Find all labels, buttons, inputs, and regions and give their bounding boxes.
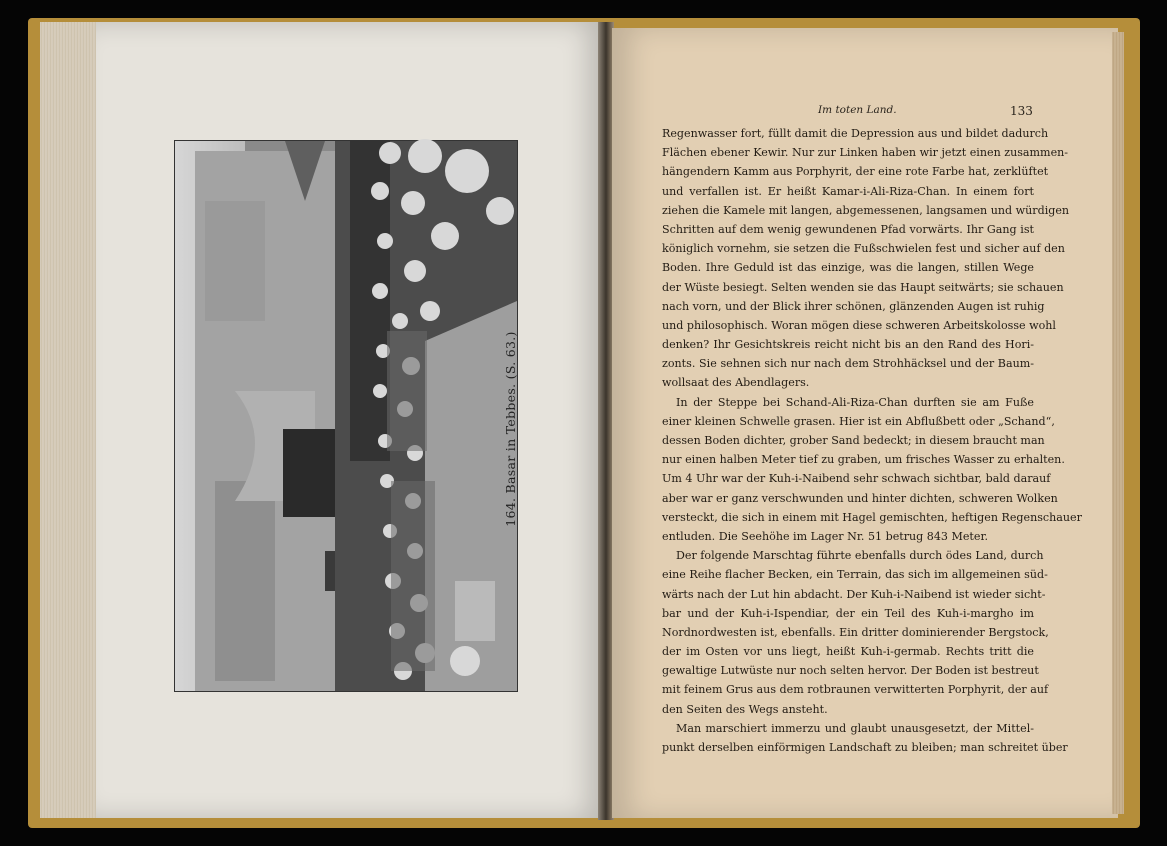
text-line: nach vorn, und der Blick ihrer schönen, glänzenden Augen ist ruhig — [662, 299, 1045, 313]
text-line: wärts nach der Lut hin abdacht. Der Kuh-i-Naibend ist wieder sicht- — [662, 587, 1046, 601]
text-line: eine Reihe flacher Becken, ein Terrain, das sich im allgemeinen süd- — [662, 568, 1048, 582]
text-line: bar und der Kuh-i-Ispendiar, der ein Teil des Kuh-i-margho im — [662, 606, 1034, 620]
text-line: ziehen die Kamele mit langen, abgemessenen, langsamen und würdigen — [662, 203, 1070, 217]
text-line: der Wüste besiegt. Selten wenden sie das Haupt seitwärts; sie schauen — [662, 280, 1064, 294]
text-line: Der folgende Marschtag führte ebenfalls durch ödes Land, durch — [676, 549, 1044, 563]
photo-caption: 164. Basar in Tebbes. (S. 63.) — [503, 331, 518, 527]
page-stack-right — [1112, 32, 1124, 814]
text-line: dessen Boden dichter, grober Sand bedeckt; in diesem braucht man — [662, 434, 1045, 447]
text-line: denken? Ihr Gesichtskreis reicht nicht bis an den Rand des Hori- — [662, 338, 1034, 352]
text-line: versteckt, die sich in einem mit Hagel gemischten, heftigen Regenschauer — [662, 510, 1082, 524]
text-line: Um 4 Uhr war der Kuh-i-Naibend sehr schwach sichtbar, bald darauf — [662, 472, 1051, 486]
text-line: zonts. Sie sehnen sich nur nach dem Strohhäcksel und der Baum- — [662, 357, 1034, 371]
text-line: mit feinem Grus aus dem rotbraunen verwitterten Porphyrit, der auf — [662, 683, 1049, 697]
text-line: Schritten auf dem wenig gewundenen Pfad vorwärts. Ihr Gang ist — [662, 222, 1034, 236]
text-line: Nordnordwesten ist, ebenfalls. Ein dritter dominierender Bergstock, — [662, 625, 1049, 639]
text-line: der im Osten vor uns liegt, heißt Kuh-i-germab. Rechts tritt die — [662, 645, 1034, 659]
text-line: den Seiten des Wegs ansteht. — [662, 702, 828, 716]
bazaar-photograph — [174, 140, 518, 692]
text-line: und philosophisch. Woran mögen diese schweren Arbeitskolosse wohl — [662, 318, 1056, 332]
page-number: 133 — [1010, 104, 1033, 118]
text-line: punkt derselben einförmigen Landschaft zu bleiben; man schreitet über — [662, 741, 1068, 754]
text-line: königlich vornehm, sie setzen die Fußschwielen fest und sicher auf den — [662, 242, 1065, 256]
text-line: Boden. Ihre Geduld ist das einzige, was die langen, stillen Wege — [662, 261, 1034, 275]
text-line: entluden. Die Seehöhe im Lager Nr. 51 betrug 843 Meter. — [662, 529, 989, 543]
text-line: und verfallen ist. Er heißt Kamar-i-Ali-Riza-Chan. In einem fort — [662, 184, 1034, 198]
body-text — [662, 124, 1082, 757]
text-line: wollsaat des Abendlagers. — [662, 376, 810, 390]
text-line: Regenwasser fort, füllt damit die Depression aus und bildet dadurch — [662, 127, 1049, 140]
text-line: aber war er ganz verschwunden und hinter dichten, schweren Wolken — [662, 491, 1058, 505]
text-line: hängendern Kamm aus Porphyrit, der eine rote Farbe hat, zerklüftet — [662, 165, 1049, 179]
text-line: gewaltige Lutwüste nur noch selten hervor. Der Boden ist bestreut — [662, 664, 1039, 678]
text-line: nur einen halben Meter tief zu graben, um frisches Wasser zu erhalten. — [662, 453, 1065, 467]
text-line: Man marschiert immerzu und glaubt unausgesetzt, der Mittel- — [676, 721, 1034, 735]
text-line: Flächen ebener Kewir. Nur zur Linken haben wir jetzt einen zusammen- — [662, 146, 1069, 160]
text-line: einer kleinen Schwelle grasen. Hier ist ein Abflußbett oder „Schand“, — [662, 414, 1055, 428]
running-head: Im toten Land. — [818, 104, 897, 116]
text-line: In der Steppe bei Schand-Ali-Riza-Chan durften sie am Fuße — [676, 395, 1034, 409]
